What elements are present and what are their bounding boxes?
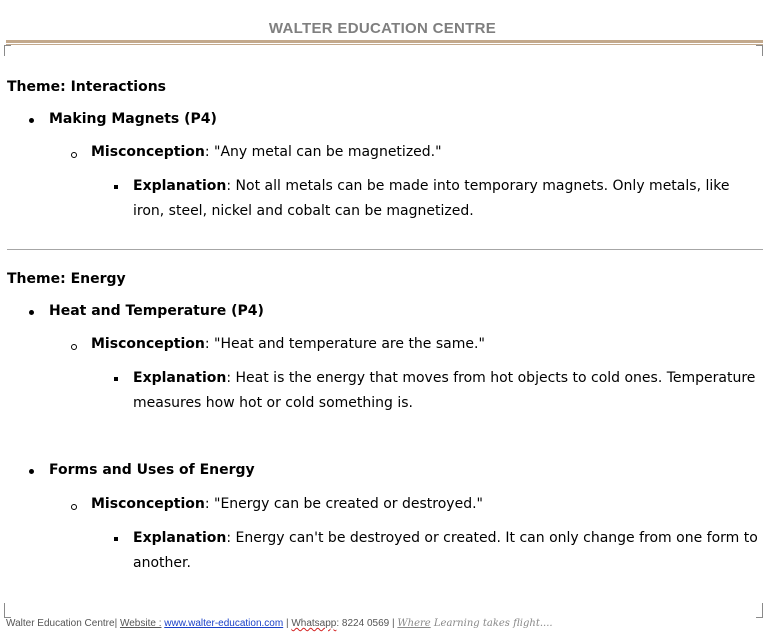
- theme-name: Energy: [70, 271, 126, 287]
- bullet-dot-icon: [29, 118, 34, 123]
- bullet-dot-icon: [29, 469, 34, 474]
- crop-mark-bottom-left: [4, 603, 11, 618]
- explanation-text: : Energy can't be destroyed or created. It can only change from one form to another.: [133, 530, 758, 571]
- crop-mark-bottom-right: [756, 603, 763, 618]
- theme-name: Interactions: [70, 79, 167, 95]
- misconception-label: Misconception: [91, 496, 205, 512]
- bullet-square-icon: [114, 377, 118, 381]
- bullet-circle-icon: [71, 504, 77, 510]
- misconception: [91, 144, 442, 160]
- section-divider: [7, 249, 763, 250]
- footer-tagline: Learning takes flight....: [430, 618, 553, 629]
- misconception: [91, 336, 485, 352]
- explanation-text: : Heat is the energy that moves from hot objects to cold ones. Temperature measures how hot or cold something is.: [133, 370, 756, 411]
- footer-separator: |: [283, 618, 292, 629]
- footer-org: Walter Education Centre: [6, 618, 115, 629]
- explanation: [133, 174, 763, 224]
- crop-mark-top-left: [4, 45, 11, 56]
- topic-title: Heat and Temperature (P4): [49, 303, 264, 319]
- misconception-text: : "Heat and temperature are the same.": [204, 336, 485, 352]
- explanation-label: Explanation: [133, 178, 227, 194]
- explanation-label: Explanation: [133, 530, 227, 546]
- header-rule-thin: [6, 44, 763, 45]
- bullet-circle-icon: [71, 344, 77, 350]
- bullet-square-icon: [114, 537, 118, 541]
- crop-mark-top-right: [756, 45, 763, 56]
- misconception-text: : "Energy can be created or destroyed.": [204, 496, 483, 512]
- theme-label: Theme:: [7, 79, 66, 95]
- footer-tagline-where: Where: [397, 618, 431, 629]
- explanation-text: : Not all metals can be made into temporary magnets. Only metals, like iron, steel, nickel and cobalt can be magnetized.: [133, 178, 730, 219]
- misconception-label: Misconception: [91, 144, 205, 160]
- theme-heading-energy: [7, 271, 126, 287]
- misconception: [91, 496, 483, 512]
- misconception-label: Misconception: [91, 336, 205, 352]
- bullet-dot-icon: [29, 310, 34, 315]
- footer-whatsapp-number: : 8224 0569: [336, 618, 390, 629]
- theme-label: Theme:: [7, 271, 66, 287]
- bullet-circle-icon: [71, 152, 77, 158]
- bullet-square-icon: [114, 185, 118, 189]
- footer: [6, 618, 553, 629]
- topic-title: Forms and Uses of Energy: [49, 462, 255, 478]
- topic-title: Making Magnets (P4): [49, 111, 217, 127]
- footer-whatsapp-label: Whatsapp: [291, 618, 337, 629]
- explanation-label: Explanation: [133, 370, 227, 386]
- explanation: [133, 366, 763, 416]
- explanation: [133, 526, 763, 576]
- footer-separator: |: [114, 618, 120, 629]
- header-rule: [6, 40, 763, 43]
- misconception-text: : "Any metal can be magnetized.": [204, 144, 442, 160]
- header-title: WALTER EDUCATION CENTRE: [268, 20, 497, 37]
- footer-website-label: Website :: [119, 618, 162, 629]
- footer-website-link[interactable]: www.walter-education.com: [164, 618, 284, 629]
- footer-separator: |: [389, 618, 398, 629]
- theme-heading-interactions: [7, 79, 166, 95]
